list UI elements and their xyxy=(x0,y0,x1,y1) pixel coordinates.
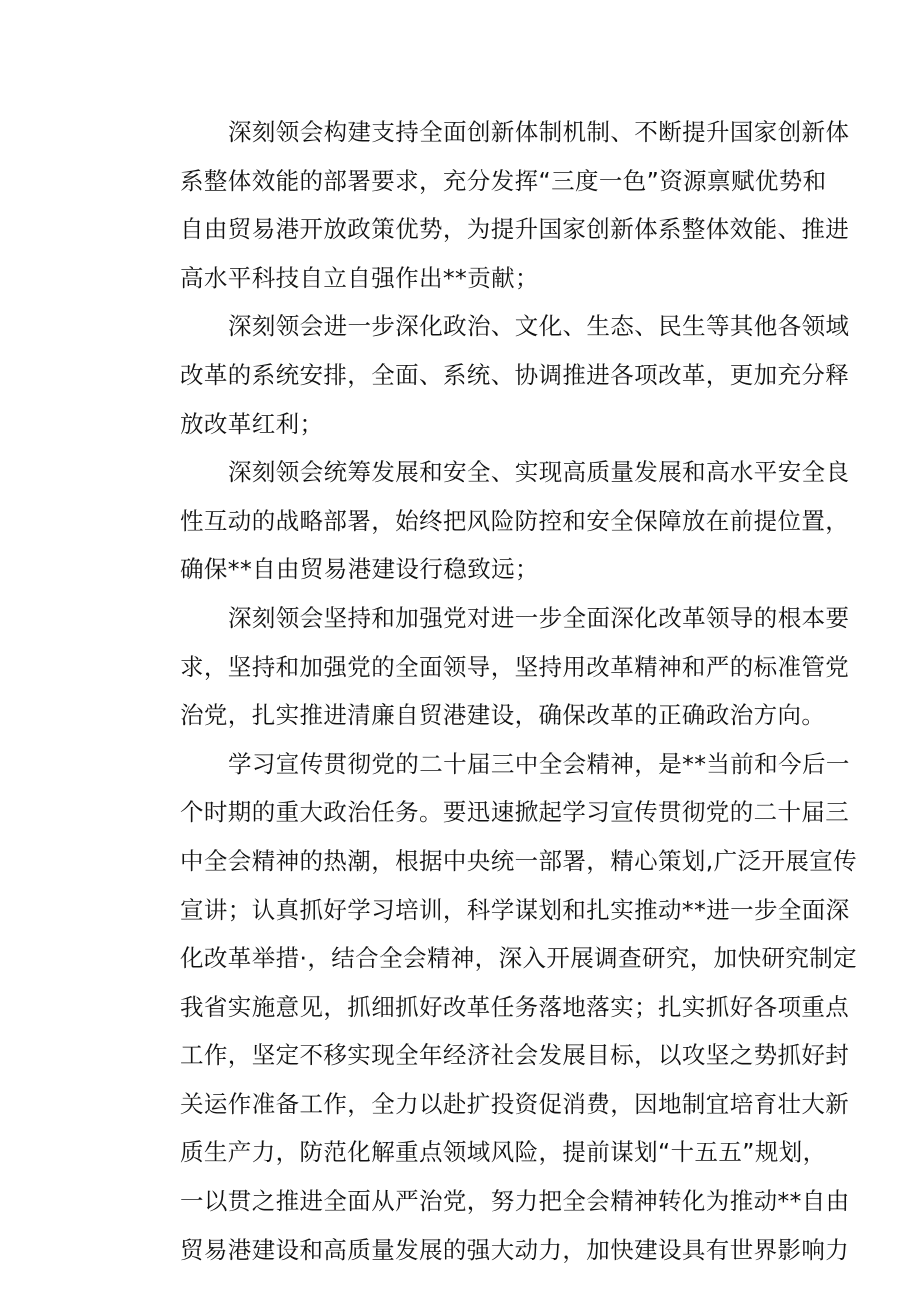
text-line: 我省实施意见，抓细抓好改革任务落地落实；扎实抓好各项重点 xyxy=(180,992,850,1021)
text-line: 高水平科技自立自强作出**贡献； xyxy=(180,263,539,292)
text-line: 质生产力，防范化解重点领域风险，提前谋划“十五五”规划， xyxy=(180,1138,827,1167)
text-line: 宣讲；认真抓好学习培训，科学谋划和扎实推动**进一步全面深 xyxy=(180,895,850,924)
text-line: 工作，坚定不移实现全年经济社会发展目标，以攻坚之势抓好封 xyxy=(180,1041,850,1070)
text-line: 自由贸易港开放政策优势，为提升国家创新体系整体效能、推进 xyxy=(180,215,850,244)
text-line: 深刻领会坚持和加强党对进一步全面深化改革领导的根本要 xyxy=(228,603,850,632)
text-line: 个时期的重大政治任务。要迅速掀起学习宣传贯彻党的二十届三 xyxy=(180,798,850,827)
text-line: 系整体效能的部署要求，充分发挥“三度一色”资源禀赋优势和 xyxy=(180,166,827,195)
text-line: 性互动的战略部署，始终把风险防控和安全保障放在前提位置， xyxy=(180,506,850,535)
text-line: 改革的系统安排，全面、系统、协调推进各项改革，更加充分释 xyxy=(180,360,850,389)
paragraph-2 xyxy=(132,302,850,448)
text-line: 关运作准备工作，全力以赴扩投资促消费，因地制宜培育壮大新 xyxy=(180,1089,850,1118)
paragraph-3 xyxy=(132,448,850,594)
text-line: 求，坚持和加强党的全面领导，坚持用改革精神和严的标准管党 xyxy=(180,652,850,681)
document-body xyxy=(132,108,858,1274)
text-line: 确保**自由贸易港建设行稳致远； xyxy=(180,555,539,584)
text-line: 贸易港建设和高质量发展的强大动力，加快建设具有世界影响力 xyxy=(180,1235,850,1264)
paragraph-5 xyxy=(132,740,858,1275)
text-line: 深刻领会统筹发展和安全、实现高质量发展和高水平安全良 xyxy=(228,458,850,487)
text-line: 学习宣传贯彻党的二十届三中全会精神，是**当前和今后一 xyxy=(228,749,850,778)
text-line: 治党，扎实推进清廉自贸港建设，确保改革的正确政治方向。 xyxy=(180,701,826,730)
text-line: 中全会精神的热潮，根据中央统一部署，精心策划,广泛开展宣传 xyxy=(180,846,858,875)
text-line: 一以贯之推进全面从严治党，努力把全会精神转化为推动**自由 xyxy=(180,1187,850,1216)
paragraph-4 xyxy=(132,594,850,740)
paragraph-1 xyxy=(132,108,850,302)
text-line: 放改革红利； xyxy=(180,409,324,438)
text-line: 深刻领会进一步深化政治、文化、生态、民生等其他各领域 xyxy=(228,312,850,341)
text-line: 化改革举措·，结合全会精神，深入开展调查研究，加快研究制定 xyxy=(180,944,858,973)
text-line: 深刻领会构建支持全面创新体制机制、不断提升国家创新体 xyxy=(228,118,850,146)
